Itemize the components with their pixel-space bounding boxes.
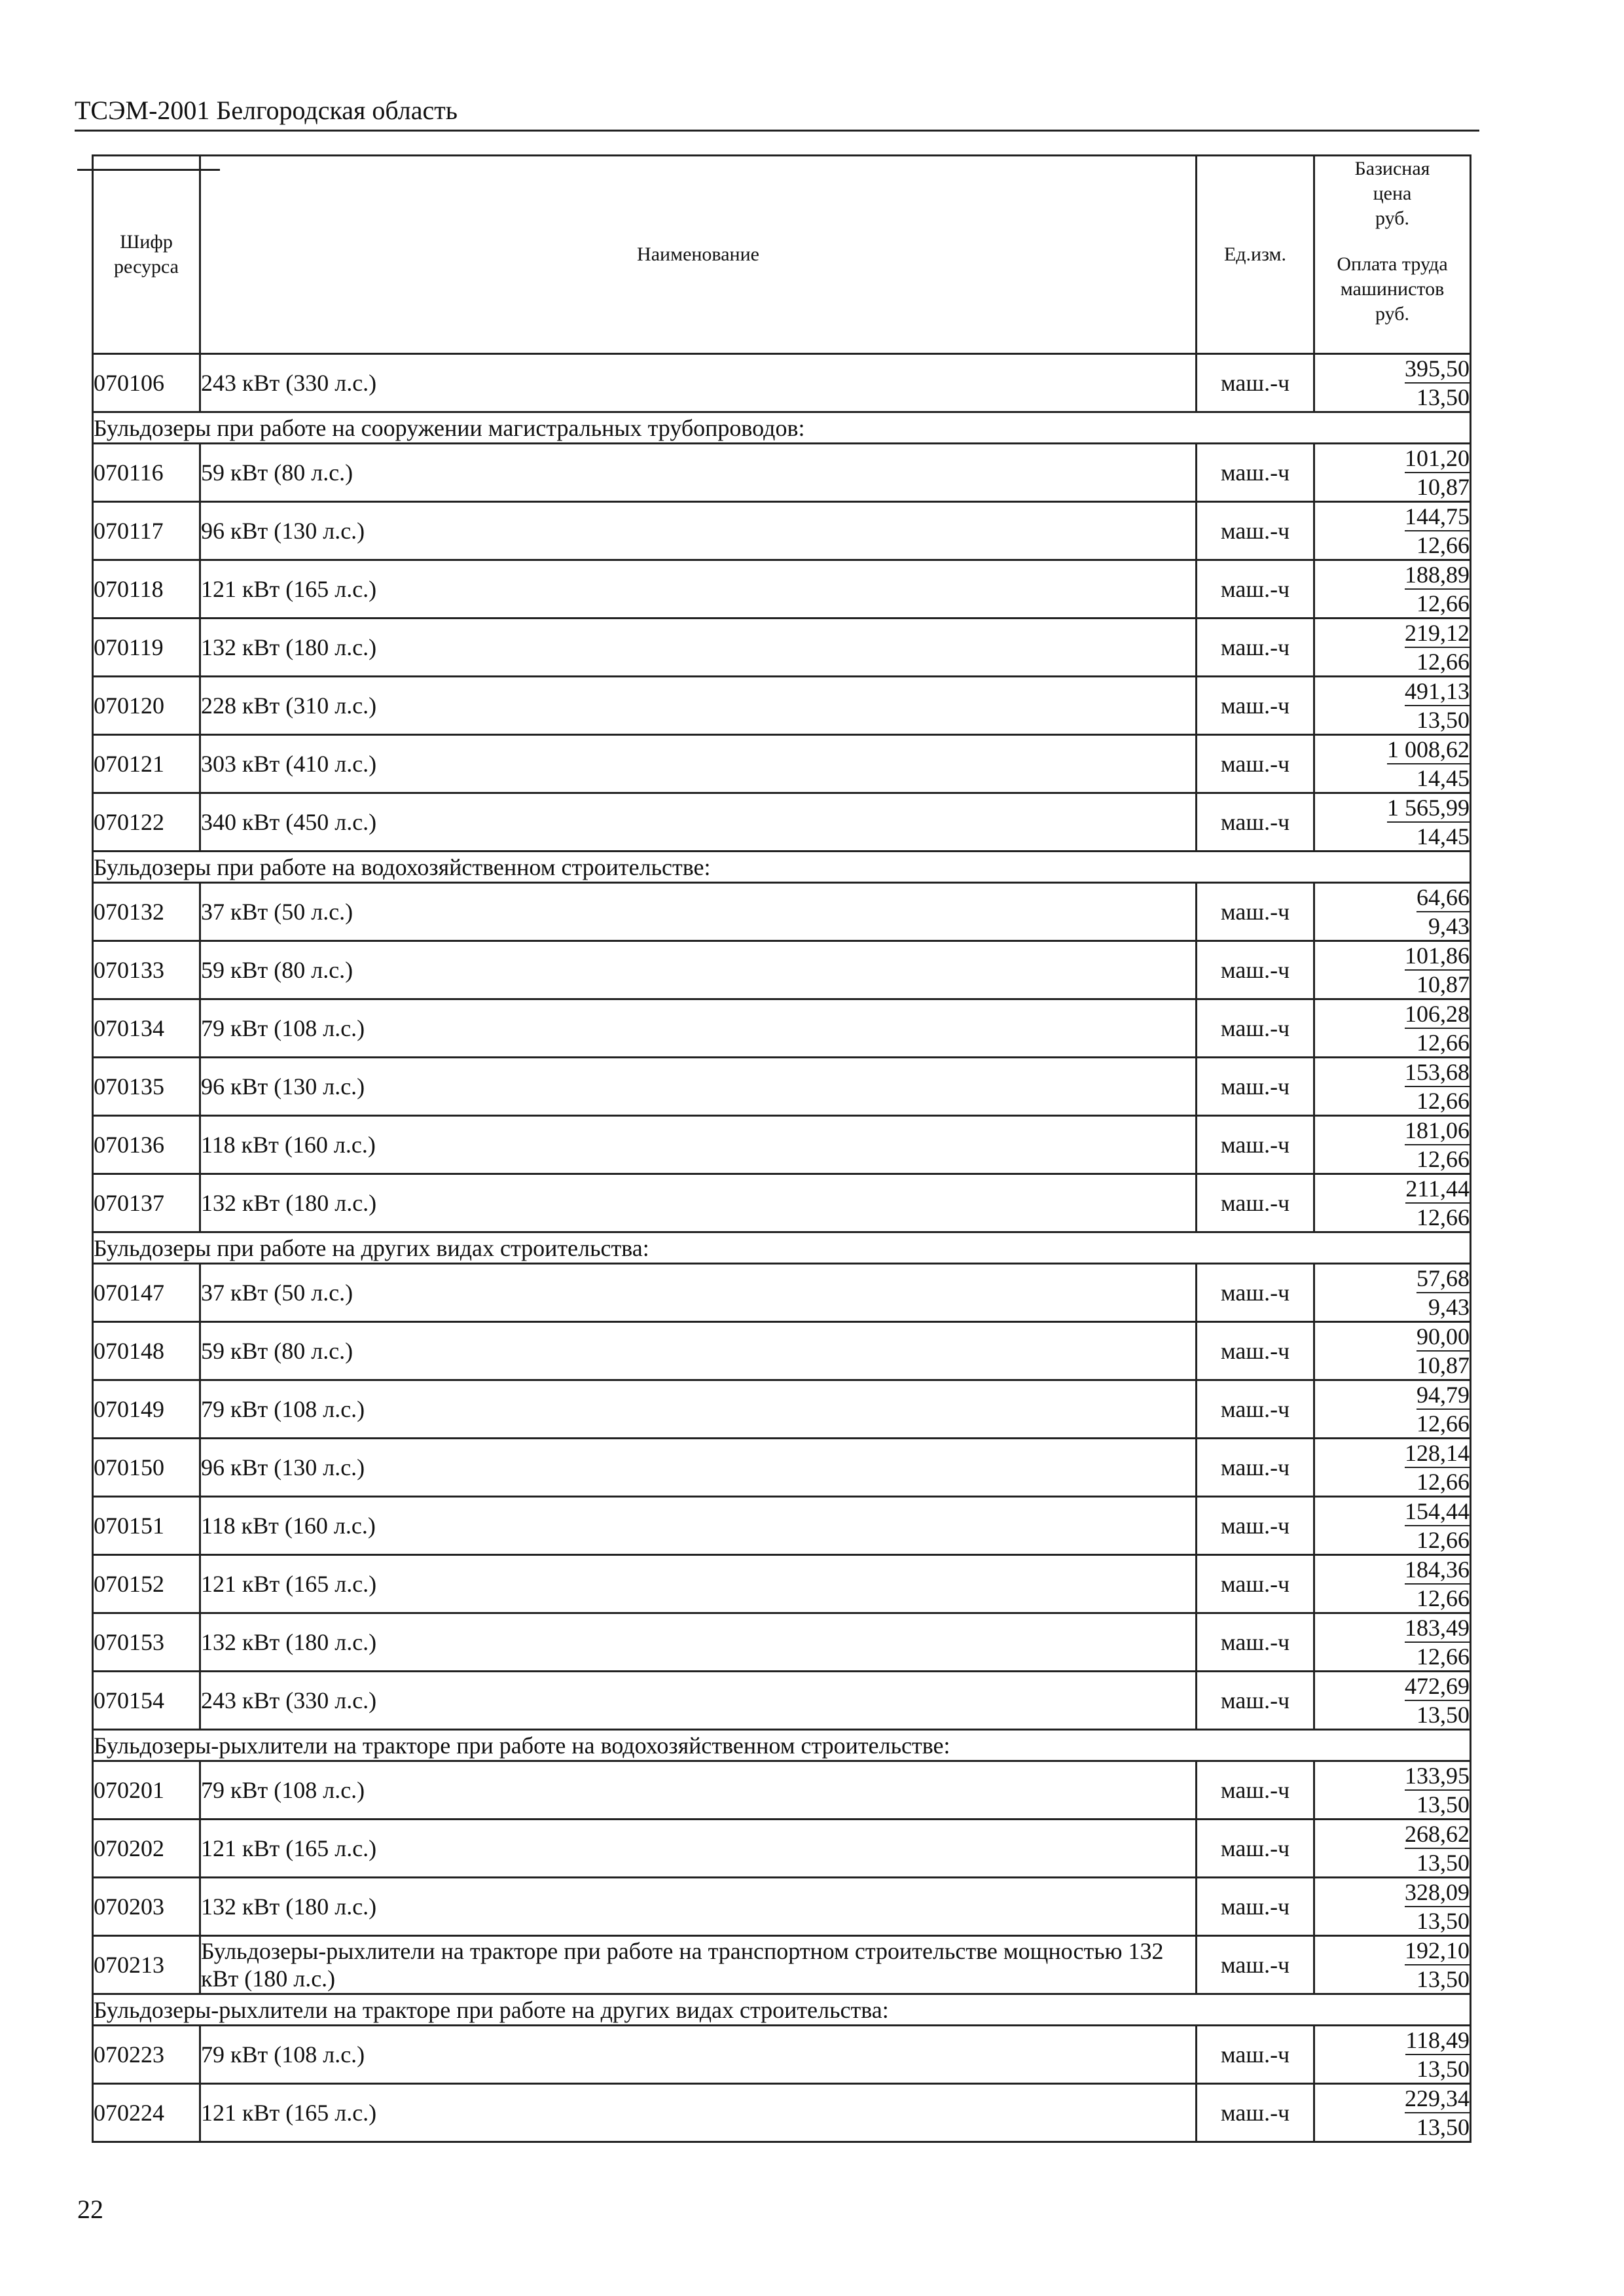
operator-labor-cost: 13,50: [1416, 707, 1470, 733]
unit-of-measure: маш.-ч: [1197, 2026, 1314, 2084]
resource-code: 070136: [93, 1116, 200, 1174]
price-cell: [1314, 1820, 1471, 1878]
base-price: 395,50: [1405, 355, 1470, 384]
price-cell: [1314, 1497, 1471, 1555]
price-cell: [1314, 1174, 1471, 1232]
resource-code: 070148: [93, 1322, 200, 1380]
resource-name: 118 кВт (160 л.с.): [200, 1497, 1197, 1555]
price-cell: [1314, 2084, 1471, 2142]
resource-code: 070137: [93, 1174, 200, 1232]
table-row: [93, 444, 1471, 502]
unit-of-measure: маш.-ч: [1197, 444, 1314, 502]
unit-of-measure: маш.-ч: [1197, 735, 1314, 793]
unit-of-measure: маш.-ч: [1197, 1878, 1314, 1936]
unit-of-measure: маш.-ч: [1197, 502, 1314, 560]
base-price: 133,95: [1405, 1762, 1470, 1791]
base-price: 472,69: [1405, 1672, 1470, 1701]
table-row: [93, 941, 1471, 999]
resource-code: 070152: [93, 1555, 200, 1613]
table-row: [93, 502, 1471, 560]
unit-of-measure: маш.-ч: [1197, 1613, 1314, 1672]
table-row: [93, 1761, 1471, 1820]
operator-labor-cost: 12,66: [1416, 1410, 1470, 1437]
table-row: [93, 1058, 1471, 1116]
operator-labor-cost: 13,50: [1416, 2056, 1470, 2082]
resource-code: 070203: [93, 1878, 200, 1936]
column-header-unit: Ед.изм.: [1197, 156, 1314, 354]
resource-name: 96 кВт (130 л.с.): [200, 1439, 1197, 1497]
resource-name: 96 кВт (130 л.с.): [200, 1058, 1197, 1116]
base-price: 188,89: [1405, 561, 1470, 590]
resource-name: 37 кВт (50 л.с.): [200, 883, 1197, 941]
resource-code: 070151: [93, 1497, 200, 1555]
base-price: 183,49: [1405, 1614, 1470, 1643]
unit-of-measure: маш.-ч: [1197, 1936, 1314, 1994]
resource-code: 070106: [93, 354, 200, 412]
resource-code: 070150: [93, 1439, 200, 1497]
resource-name: 121 кВт (165 л.с.): [200, 1820, 1197, 1878]
price-cell: [1314, 793, 1471, 852]
column-header-price: Базисная цена руб. Оплата труда машинистов руб.: [1314, 156, 1471, 354]
price-cell: [1314, 883, 1471, 941]
base-price: 491,13: [1405, 677, 1470, 706]
section-heading: Бульдозеры при работе на водохозяйственном строительстве:: [93, 852, 1471, 883]
unit-of-measure: маш.-ч: [1197, 1058, 1314, 1116]
price-cell: [1314, 735, 1471, 793]
operator-labor-cost: 12,66: [1416, 1527, 1470, 1553]
base-price: 154,44: [1405, 1498, 1470, 1526]
operator-labor-cost: 12,66: [1416, 1146, 1470, 1172]
operator-labor-cost: 12,66: [1416, 532, 1470, 558]
unit-of-measure: маш.-ч: [1197, 1497, 1314, 1555]
price-cell: [1314, 1761, 1471, 1820]
resource-name: Бульдозеры-рыхлители на тракторе при работе на транспортном строительстве мощностью 132 кВт (180 л.с.): [200, 1936, 1197, 1994]
unit-of-measure: маш.-ч: [1197, 1116, 1314, 1174]
price-cell: [1314, 619, 1471, 677]
column-header-code: Шифр ресурса: [93, 156, 200, 354]
operator-labor-cost: 12,66: [1416, 1585, 1470, 1611]
resource-code: 070147: [93, 1264, 200, 1322]
resource-code: 070120: [93, 677, 200, 735]
resource-name: 243 кВт (330 л.с.): [200, 354, 1197, 412]
resource-code: 070201: [93, 1761, 200, 1820]
operator-labor-cost: 13,50: [1416, 1702, 1470, 1728]
operator-labor-cost: 12,66: [1416, 590, 1470, 617]
table-row: [93, 1820, 1471, 1878]
operator-labor-cost: 14,45: [1416, 765, 1470, 791]
operator-labor-cost: 9,43: [1428, 1294, 1470, 1320]
resource-name: 121 кВт (165 л.с.): [200, 560, 1197, 619]
unit-of-measure: маш.-ч: [1197, 793, 1314, 852]
unit-of-measure: маш.-ч: [1197, 2084, 1314, 2142]
section-heading-row: [93, 1730, 1471, 1761]
price-cell: [1314, 941, 1471, 999]
base-price: 90,00: [1416, 1323, 1470, 1352]
section-heading: Бульдозеры-рыхлители на тракторе при работе на водохозяйственном строительстве:: [93, 1730, 1471, 1761]
table-row: [93, 1936, 1471, 1994]
base-price: 118,49: [1405, 2026, 1470, 2055]
resource-name: 79 кВт (108 л.с.): [200, 2026, 1197, 2084]
price-cell: [1314, 1058, 1471, 1116]
price-cell: [1314, 1936, 1471, 1994]
resource-name: 37 кВт (50 л.с.): [200, 1264, 1197, 1322]
base-price: 94,79: [1416, 1381, 1470, 1410]
resource-code: 070133: [93, 941, 200, 999]
resource-name: 132 кВт (180 л.с.): [200, 1613, 1197, 1672]
resource-code: 070134: [93, 999, 200, 1058]
base-price: 219,12: [1405, 619, 1470, 648]
section-heading-row: [93, 1994, 1471, 2026]
unit-of-measure: маш.-ч: [1197, 354, 1314, 412]
table-row: [93, 619, 1471, 677]
resource-name: 96 кВт (130 л.с.): [200, 502, 1197, 560]
base-price: 1 008,62: [1387, 736, 1470, 764]
operator-labor-cost: 13,50: [1416, 1791, 1470, 1818]
unit-of-measure: маш.-ч: [1197, 883, 1314, 941]
price-cell: [1314, 1878, 1471, 1936]
unit-of-measure: маш.-ч: [1197, 1672, 1314, 1730]
base-price: 211,44: [1405, 1175, 1470, 1204]
base-price: 229,34: [1405, 2085, 1470, 2113]
page-header: [75, 93, 1479, 132]
table-header-row: [93, 156, 1471, 354]
operator-labor-cost: 12,66: [1416, 649, 1470, 675]
resource-name: 340 кВт (450 л.с.): [200, 793, 1197, 852]
price-cell: [1314, 560, 1471, 619]
base-price: 192,10: [1405, 1937, 1470, 1965]
resource-code: 070213: [93, 1936, 200, 1994]
unit-of-measure: маш.-ч: [1197, 1264, 1314, 1322]
operator-labor-cost: 10,87: [1416, 1352, 1470, 1378]
table-row: [93, 735, 1471, 793]
resource-name: 243 кВт (330 л.с.): [200, 1672, 1197, 1730]
resource-code: 070202: [93, 1820, 200, 1878]
resource-name: 228 кВт (310 л.с.): [200, 677, 1197, 735]
operator-labor-cost: 13,50: [1416, 1850, 1470, 1876]
operator-labor-cost: 12,66: [1416, 1030, 1470, 1056]
table-row: [93, 1672, 1471, 1730]
price-cell: [1314, 1322, 1471, 1380]
resource-code: 070224: [93, 2084, 200, 2142]
base-price: 268,62: [1405, 1820, 1470, 1849]
base-price: 1 565,99: [1387, 794, 1470, 823]
operator-labor-cost: 9,43: [1428, 913, 1470, 939]
operator-labor-cost: 12,66: [1416, 1643, 1470, 1670]
resource-code: 070116: [93, 444, 200, 502]
resource-code: 070121: [93, 735, 200, 793]
table-row: [93, 1497, 1471, 1555]
unit-of-measure: маш.-ч: [1197, 1820, 1314, 1878]
price-cell: [1314, 999, 1471, 1058]
unit-of-measure: маш.-ч: [1197, 999, 1314, 1058]
operator-labor-cost: 13,50: [1416, 1966, 1470, 1992]
operator-labor-cost: 13,50: [1416, 2114, 1470, 2140]
unit-of-measure: маш.-ч: [1197, 1439, 1314, 1497]
price-cell: [1314, 444, 1471, 502]
resource-name: 121 кВт (165 л.с.): [200, 2084, 1197, 2142]
resource-name: 79 кВт (108 л.с.): [200, 999, 1197, 1058]
table-row: [93, 677, 1471, 735]
section-heading-row: [93, 852, 1471, 883]
price-cell: [1314, 1264, 1471, 1322]
price-cell: [1314, 2026, 1471, 2084]
operator-labor-cost: 10,87: [1416, 474, 1470, 500]
table-row: [93, 1322, 1471, 1380]
resource-name: 132 кВт (180 л.с.): [200, 1174, 1197, 1232]
operator-labor-cost: 12,66: [1416, 1088, 1470, 1114]
operator-labor-cost: 12,66: [1416, 1469, 1470, 1495]
resource-name: 118 кВт (160 л.с.): [200, 1116, 1197, 1174]
resource-code: 070117: [93, 502, 200, 560]
unit-of-measure: маш.-ч: [1197, 560, 1314, 619]
unit-of-measure: маш.-ч: [1197, 1174, 1314, 1232]
table-row: [93, 883, 1471, 941]
unit-of-measure: маш.-ч: [1197, 619, 1314, 677]
operator-labor-cost: 13,50: [1416, 384, 1470, 410]
base-price: 328,09: [1405, 1878, 1470, 1907]
base-price: 153,68: [1405, 1058, 1470, 1087]
table-row: [93, 1555, 1471, 1613]
table-row: [93, 2084, 1471, 2142]
operator-labor-cost: 14,45: [1416, 823, 1470, 850]
price-cell: [1314, 1116, 1471, 1174]
resource-code: 070132: [93, 883, 200, 941]
resource-code: 070122: [93, 793, 200, 852]
resource-code: 070223: [93, 2026, 200, 2084]
price-cell: [1314, 677, 1471, 735]
column-header-name: Наименование: [200, 156, 1197, 354]
base-price: 144,75: [1405, 503, 1470, 531]
table-row: [93, 1613, 1471, 1672]
table-row: [93, 2026, 1471, 2084]
resource-name: 132 кВт (180 л.с.): [200, 1878, 1197, 1936]
price-cell: [1314, 1380, 1471, 1439]
resource-code: 070149: [93, 1380, 200, 1439]
base-price: 101,20: [1405, 444, 1470, 473]
resource-name: 79 кВт (108 л.с.): [200, 1761, 1197, 1820]
table-row: [93, 1174, 1471, 1232]
resource-code: 070153: [93, 1613, 200, 1672]
table-row: [93, 999, 1471, 1058]
table-row: [93, 560, 1471, 619]
resource-name: 59 кВт (80 л.с.): [200, 1322, 1197, 1380]
document-title: ТСЭМ-2001 Белгородская область: [75, 96, 458, 125]
table-row: [93, 1116, 1471, 1174]
price-cell: [1314, 502, 1471, 560]
operator-labor-cost: 10,87: [1416, 971, 1470, 997]
base-price: 57,68: [1416, 1265, 1470, 1293]
operator-labor-cost: 13,50: [1416, 1908, 1470, 1934]
resource-name: 303 кВт (410 л.с.): [200, 735, 1197, 793]
resource-price-table: [92, 154, 1471, 2143]
unit-of-measure: маш.-ч: [1197, 941, 1314, 999]
operator-labor-cost: 12,66: [1416, 1204, 1470, 1230]
price-cell: [1314, 1672, 1471, 1730]
section-heading: Бульдозеры-рыхлители на тракторе при работе на других видах строительства:: [93, 1994, 1471, 2026]
table-body: [93, 354, 1471, 2142]
table-row: [93, 1380, 1471, 1439]
price-cell: [1314, 1439, 1471, 1497]
table-row: [93, 793, 1471, 852]
base-price: 184,36: [1405, 1556, 1470, 1585]
base-price: 106,28: [1405, 1000, 1470, 1029]
base-price: 128,14: [1405, 1439, 1470, 1468]
price-cell: [1314, 1613, 1471, 1672]
resource-name: 132 кВт (180 л.с.): [200, 619, 1197, 677]
unit-of-measure: маш.-ч: [1197, 1555, 1314, 1613]
resource-code: 070135: [93, 1058, 200, 1116]
unit-of-measure: маш.-ч: [1197, 1761, 1314, 1820]
resource-code: 070119: [93, 619, 200, 677]
page-number: 22: [77, 2195, 103, 2224]
base-price: 101,86: [1405, 942, 1470, 971]
section-heading: Бульдозеры при работе на других видах строительства:: [93, 1232, 1471, 1264]
base-price: 64,66: [1416, 884, 1470, 912]
section-heading: Бульдозеры при работе на сооружении магистральных трубопроводов:: [93, 412, 1471, 444]
table-row: [93, 354, 1471, 412]
resource-code: 070154: [93, 1672, 200, 1730]
unit-of-measure: маш.-ч: [1197, 1380, 1314, 1439]
table-row: [93, 1264, 1471, 1322]
section-heading-row: [93, 412, 1471, 444]
base-price: 181,06: [1405, 1117, 1470, 1145]
resource-name: 121 кВт (165 л.с.): [200, 1555, 1197, 1613]
resource-name: 79 кВт (108 л.с.): [200, 1380, 1197, 1439]
resource-name: 59 кВт (80 л.с.): [200, 444, 1197, 502]
price-cell: [1314, 1555, 1471, 1613]
resource-name: 59 кВт (80 л.с.): [200, 941, 1197, 999]
unit-of-measure: маш.-ч: [1197, 677, 1314, 735]
table-row: [93, 1439, 1471, 1497]
unit-of-measure: маш.-ч: [1197, 1322, 1314, 1380]
table-row: [93, 1878, 1471, 1936]
resource-code: 070118: [93, 560, 200, 619]
section-heading-row: [93, 1232, 1471, 1264]
price-cell: [1314, 354, 1471, 412]
